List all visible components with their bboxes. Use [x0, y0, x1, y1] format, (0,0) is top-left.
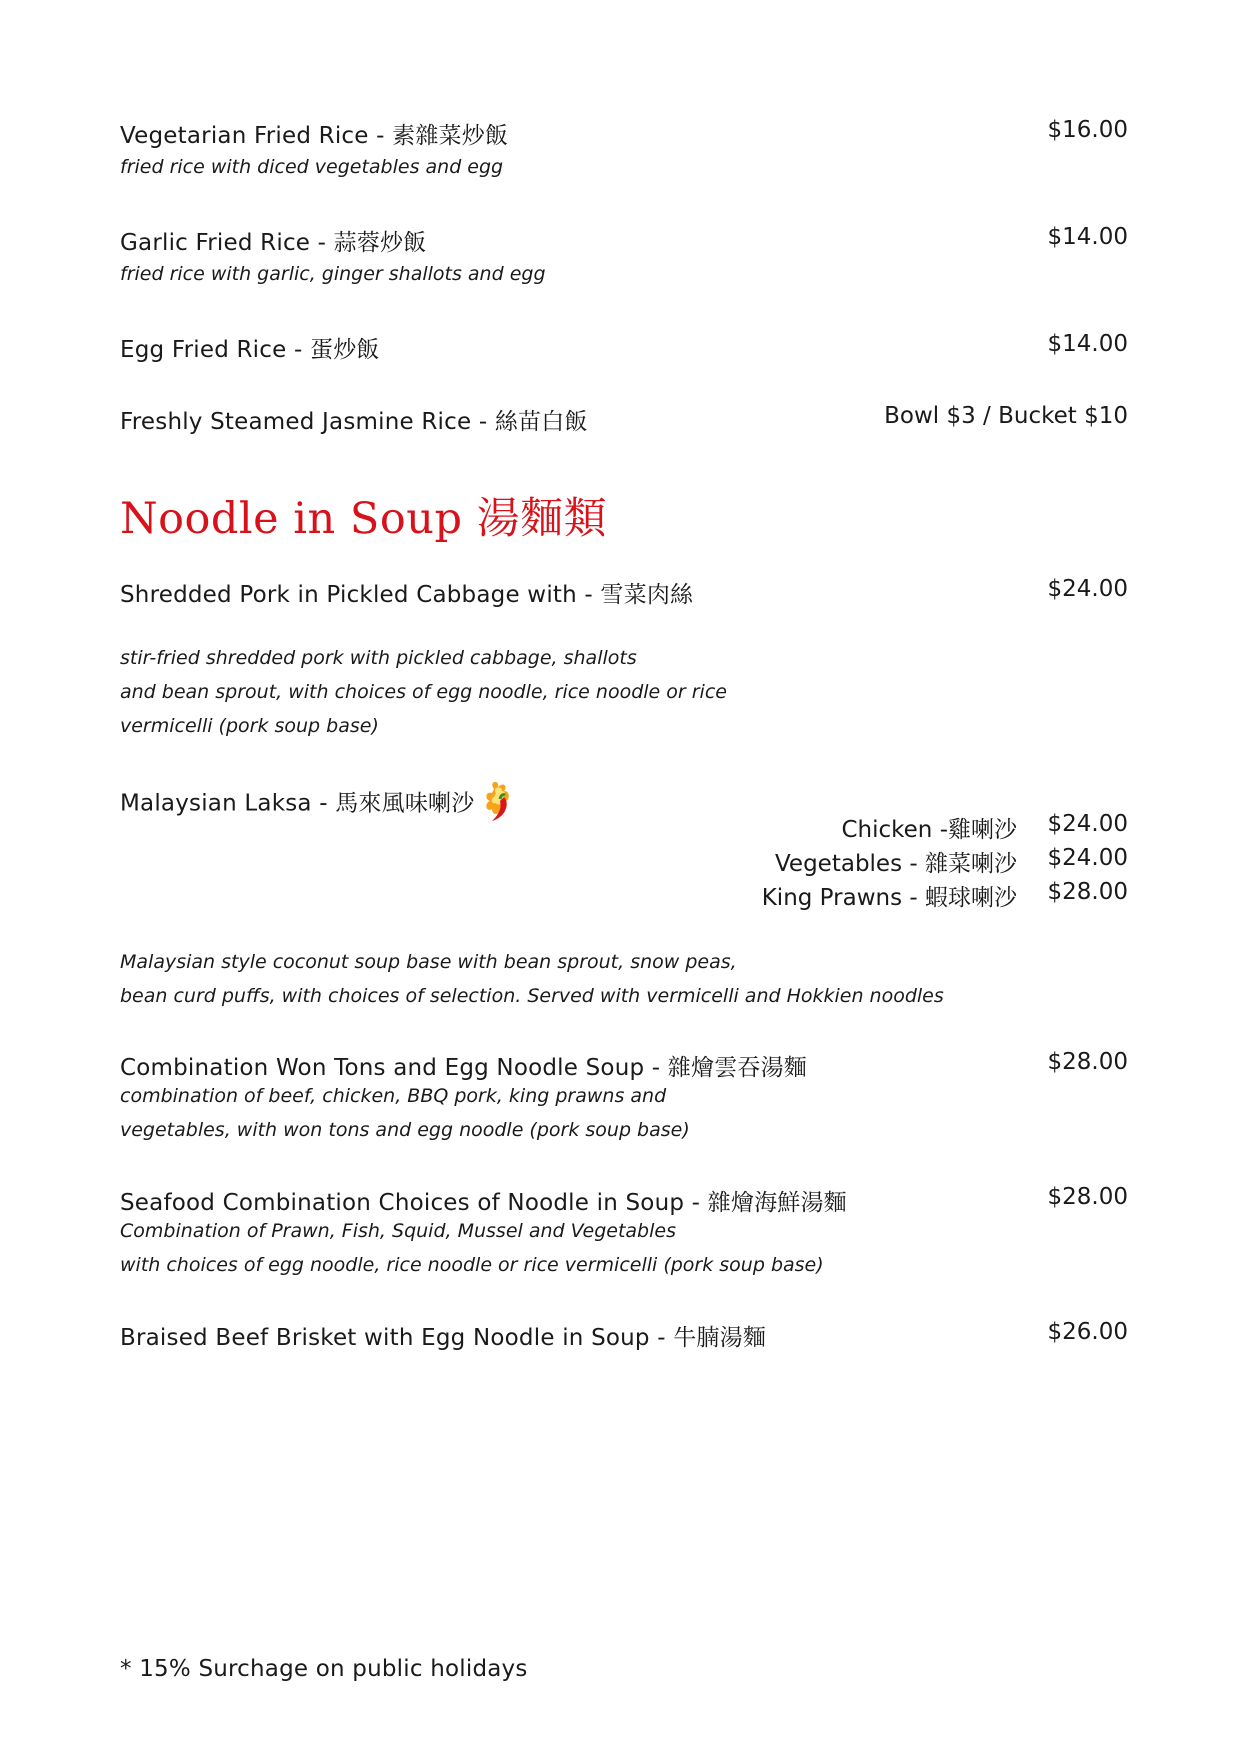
menu-item-description: fried rice with garlic, ginger shallots and egg	[120, 263, 546, 285]
variant-label: Vegetables - 雜菜喇沙	[774, 851, 1017, 877]
chili-icon	[480, 779, 516, 829]
variant-price: $28.00	[1047, 879, 1128, 905]
menu-item-description: stir-fried shredded pork with pickled cabbage, shallots	[120, 647, 637, 669]
section-heading: Noodle in Soup 湯麵類	[120, 494, 608, 544]
menu-item-title: Malaysian Laksa - 馬來風味喇沙	[120, 790, 475, 817]
menu-item-description: combination of beef, chicken, BBQ pork, king prawns and	[120, 1085, 667, 1107]
menu-item-price: $14.00	[1047, 224, 1128, 250]
menu-item-description: fried rice with diced vegetables and egg	[120, 156, 504, 178]
menu-item-title-row	[120, 779, 516, 829]
variant-label: Chicken -雞喇沙	[841, 817, 1017, 843]
menu-item-title: Egg Fried Rice - 蛋炒飯	[120, 337, 380, 363]
menu-item-price: $24.00	[1047, 576, 1128, 602]
menu-item-price: $28.00	[1047, 1049, 1128, 1075]
menu-item-description: Malaysian style coconut soup base with bean sprout, snow peas,	[120, 951, 737, 973]
menu-item-price: $14.00	[1047, 331, 1128, 357]
menu-item-title: Combination Won Tons and Egg Noodle Soup - 雜燴雲吞湯麵	[120, 1055, 807, 1081]
menu-item-title: Shredded Pork in Pickled Cabbage with - 雪菜肉絲	[120, 582, 694, 608]
menu-item-title: Vegetarian Fried Rice - 素雜菜炒飯	[120, 123, 509, 149]
menu-item-title: Garlic Fried Rice - 蒜蓉炒飯	[120, 230, 427, 256]
variant-price: $24.00	[1047, 811, 1128, 837]
menu-item-price: $28.00	[1047, 1184, 1128, 1210]
footer-note: * 15% Surchage on public holidays	[120, 1656, 528, 1682]
variant-label: King Prawns - 蝦球喇沙	[761, 885, 1017, 911]
menu-item-description: vegetables, with won tons and egg noodle (pork soup base)	[120, 1119, 690, 1141]
menu-item-price: Bowl $3 / Bucket $10	[884, 403, 1128, 429]
menu-item-price: $26.00	[1047, 1319, 1128, 1345]
variant-price: $24.00	[1047, 845, 1128, 871]
menu-item-description: bean curd puffs, with choices of selection. Served with vermicelli and Hokkien noodles	[120, 985, 944, 1007]
menu-item-price: $16.00	[1047, 117, 1128, 143]
menu-item-description: Combination of Prawn, Fish, Squid, Mussel and Vegetables	[120, 1220, 676, 1242]
menu-item-title: Freshly Steamed Jasmine Rice - 絲苗白飯	[120, 409, 588, 435]
menu-item-description: and bean sprout, with choices of egg noodle, rice noodle or rice	[120, 681, 727, 703]
menu-item-description: vermicelli (pork soup base)	[120, 715, 379, 737]
menu-item-description: with choices of egg noodle, rice noodle or rice vermicelli (pork soup base)	[120, 1254, 824, 1276]
menu-item-title: Braised Beef Brisket with Egg Noodle in Soup - 牛腩湯麵	[120, 1325, 767, 1351]
menu-item-title: Seafood Combination Choices of Noodle in Soup - 雜燴海鮮湯麵	[120, 1190, 847, 1216]
